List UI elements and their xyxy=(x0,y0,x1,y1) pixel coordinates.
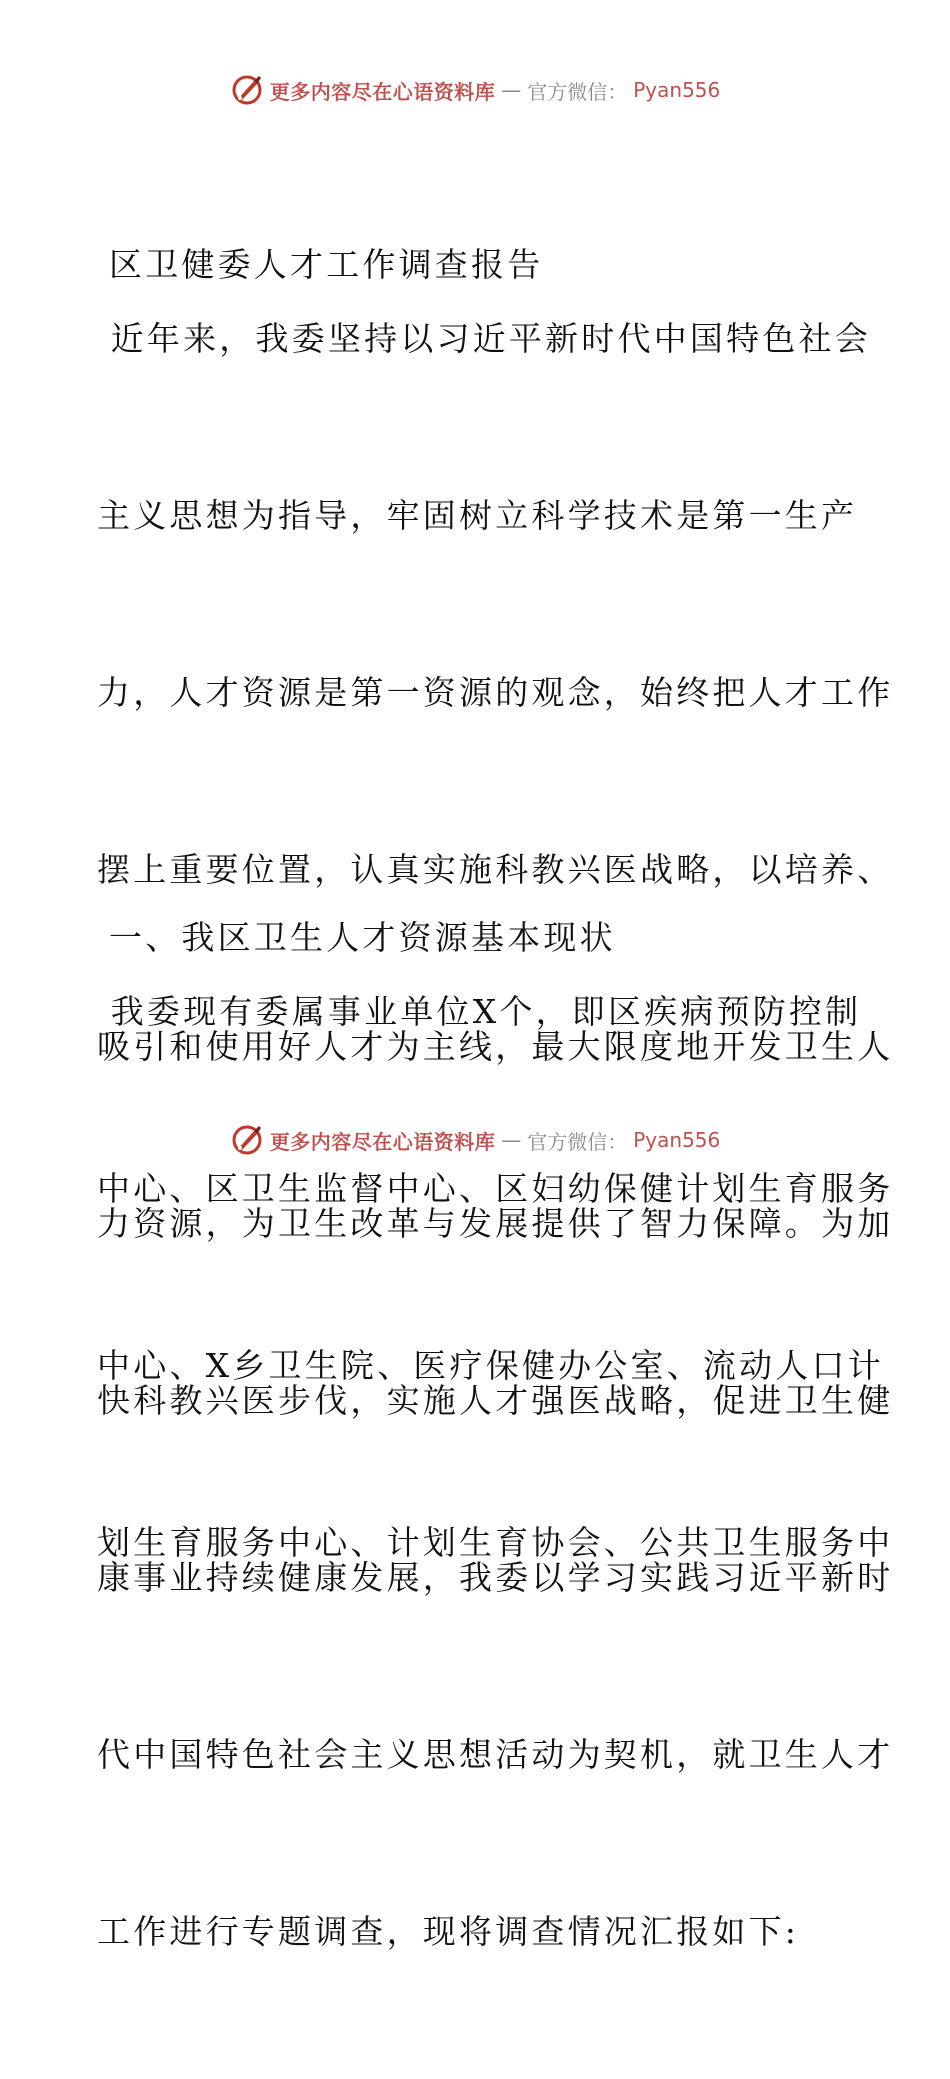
paragraph-line: 中心、区卫生监督中心、区妇幼保健计划生育服务 xyxy=(97,1169,894,1208)
section-heading-text: 一、我区卫生人才资源基本现状 xyxy=(109,918,616,957)
paragraph-line: 吸引和使用好人才为主线，最大限度地开发卫生人 xyxy=(97,1027,894,1066)
watermark-dash: — xyxy=(501,78,522,102)
paragraph-line: 代中国特色社会主义思想活动为契机，就卫生人才 xyxy=(97,1735,894,1774)
watermark-account-id: Pyan556 xyxy=(633,78,721,102)
paragraph-line: 近年来，我委坚持以习近平新时代中国特色社会 xyxy=(97,319,871,358)
paragraph-line: 康事业持续健康发展，我委以学习实践习近平新时 xyxy=(97,1558,894,1597)
watermark-slogan: 更多内容尽在心语资料库 xyxy=(269,1129,496,1154)
paragraph-line: 力资源，为卫生改革与发展提供了智力保障。为加 xyxy=(97,1204,894,1243)
watermark-banner-bottom xyxy=(0,1120,950,1160)
paragraph-line: 摆上重要位置，认真实施科教兴医战略，以培养、 xyxy=(97,850,894,889)
watermark-account-label: 官方微信： xyxy=(527,79,628,104)
paragraph-line: 主义思想为指导，牢固树立科学技术是第一生产 xyxy=(97,496,858,535)
watermark-banner-top xyxy=(0,70,950,110)
watermark-account-id: Pyan556 xyxy=(633,1128,721,1152)
title-text: 区卫健委人才工作调查报告 xyxy=(109,245,544,284)
watermark-account-label: 官方微信： xyxy=(527,1129,628,1154)
paragraph-line: 我委现有委属事业单位X个，即区疾病预防控制 xyxy=(97,992,862,1031)
watermark-slogan: 更多内容尽在心语资料库 xyxy=(269,79,496,104)
paragraph-units xyxy=(97,864,894,1690)
paragraph-line: 快科教兴医步伐，实施人才强医战略，促进卫生健 xyxy=(97,1381,894,1420)
paragraph-line: 工作进行专题调查，现将调查情况汇报如下: xyxy=(97,1912,800,1951)
quill-logo-icon xyxy=(230,1123,264,1157)
paragraph-line: 划生育服务中心、计划生育协会、公共卫生服务中 xyxy=(97,1523,894,1562)
paragraph-line: 中心、X乡卫生院、医疗保健办公室、流动人口计 xyxy=(97,1346,884,1385)
watermark-dash: — xyxy=(501,1128,522,1152)
quill-logo-icon xyxy=(230,73,264,107)
paragraph-line: 力，人才资源是第一资源的观念，始终把人才工作 xyxy=(97,673,894,712)
